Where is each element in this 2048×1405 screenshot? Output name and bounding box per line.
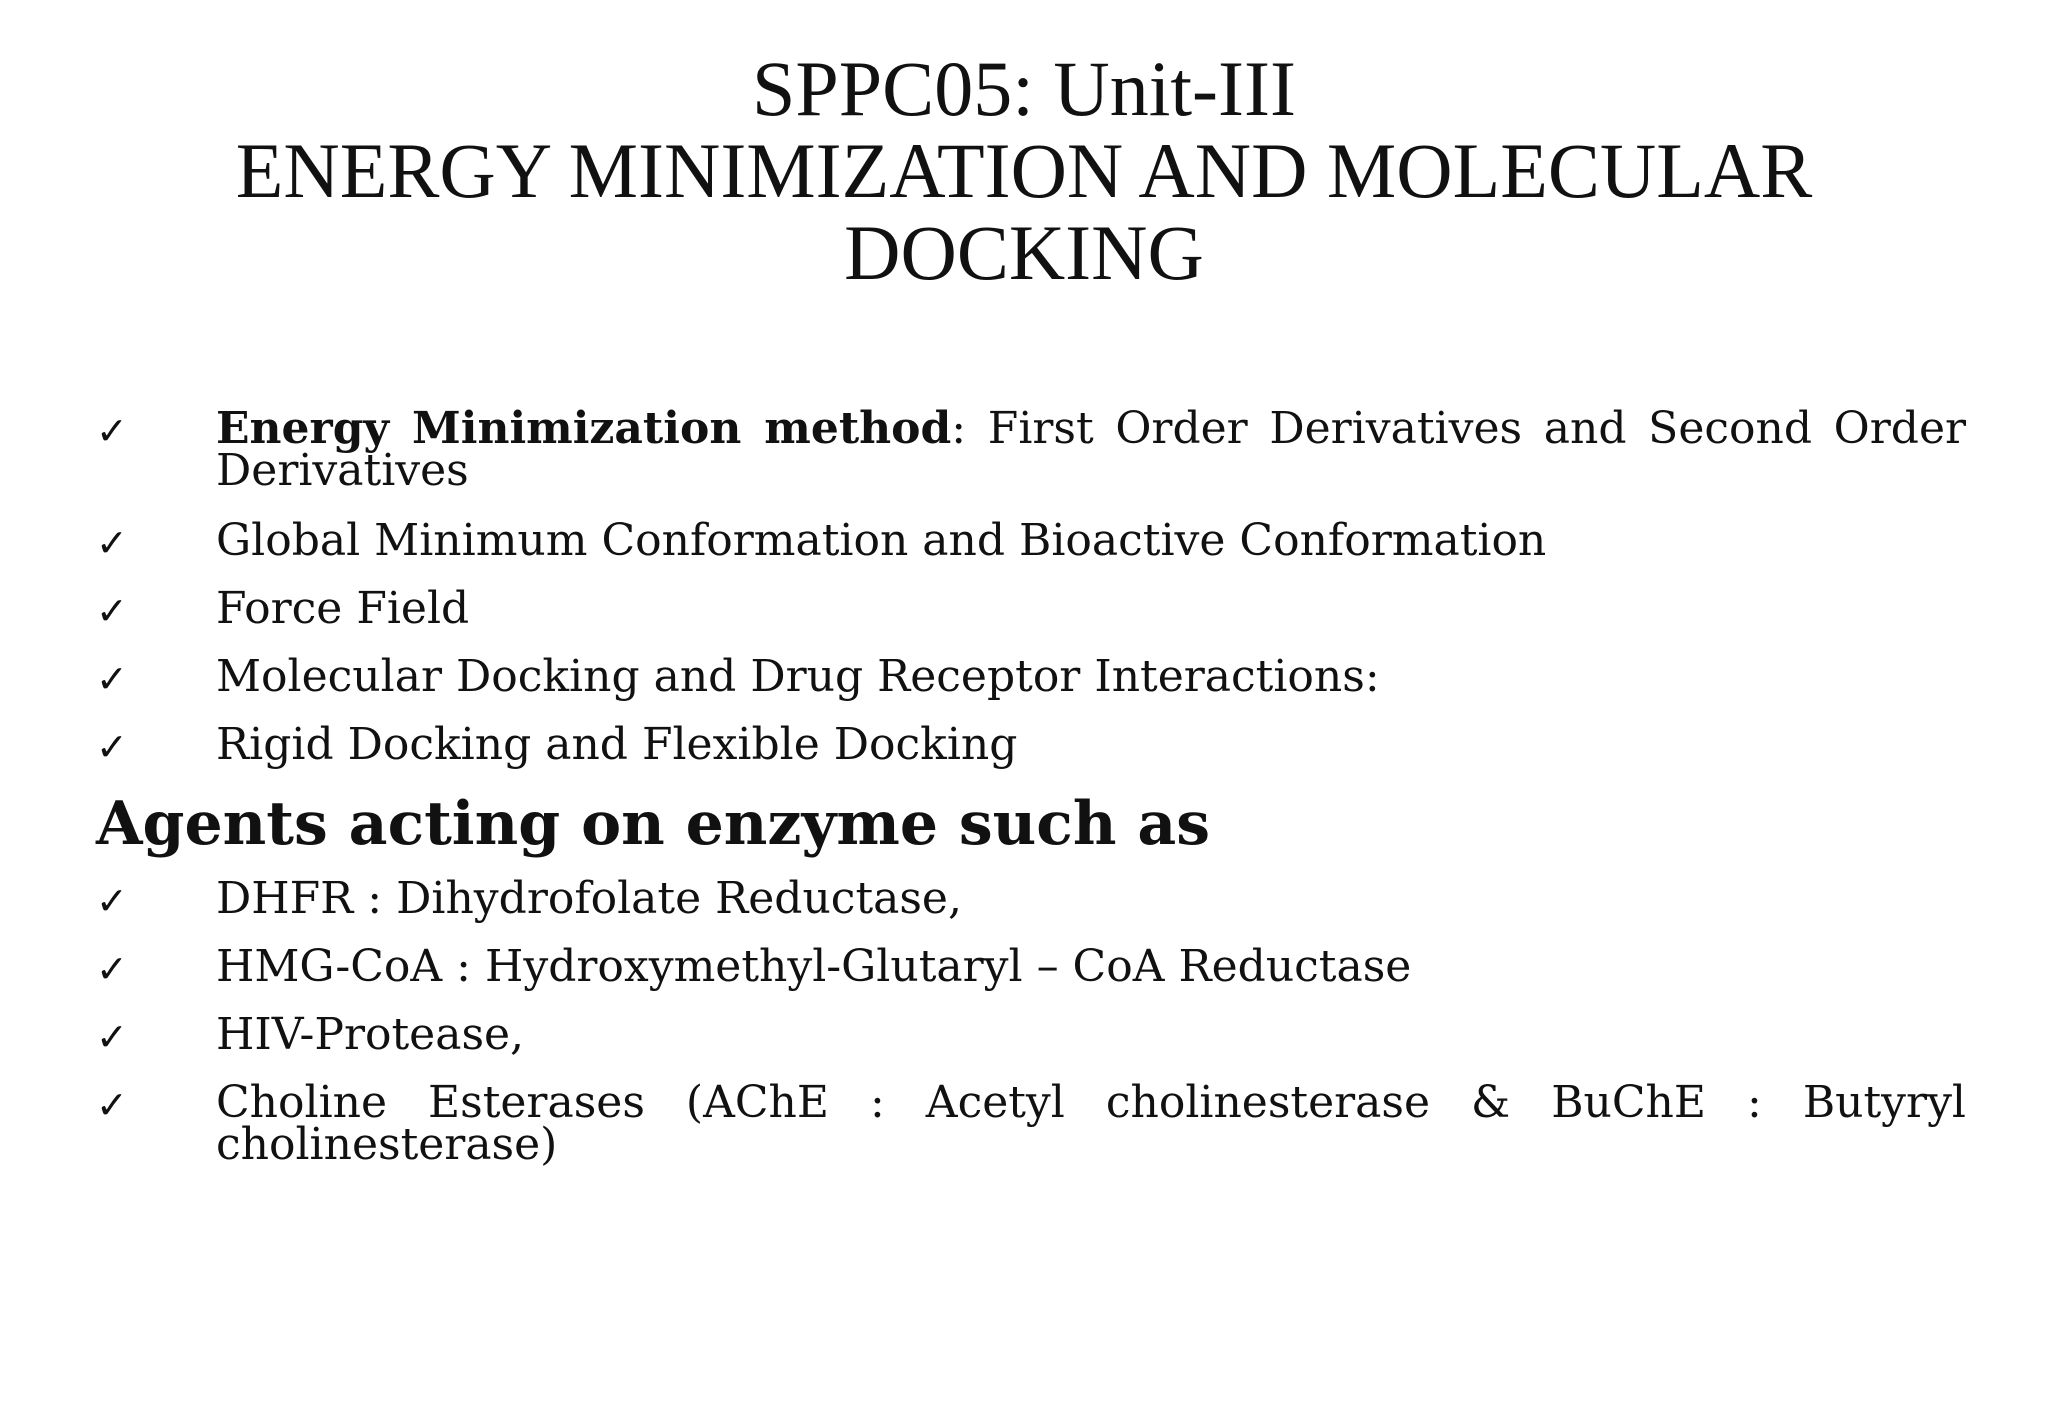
agent-item-text: HIV-Protease, bbox=[216, 1009, 525, 1060]
checkmark-icon: ✓ bbox=[96, 1083, 128, 1127]
agent-item-text: HMG-CoA : Hydroxymethyl-Glutaryl – CoA Reductase bbox=[216, 941, 1412, 992]
agent-item bbox=[96, 1077, 1966, 1170]
slide-content bbox=[96, 403, 1967, 1192]
topic-item bbox=[96, 515, 1966, 566]
topic-item bbox=[96, 719, 1966, 770]
agent-item-text: Choline Esterases (AChE : Acetyl cholinesterase & BuChE : Butyryl cholinesterase) bbox=[216, 1077, 1966, 1170]
topic-item bbox=[96, 583, 1966, 634]
topic-item-bold: Energy Minimization method bbox=[216, 403, 952, 454]
checkmark-icon: ✓ bbox=[96, 657, 128, 701]
agent-item bbox=[96, 941, 1966, 992]
title-line-unit: SPPC05: Unit-III bbox=[752, 45, 1296, 132]
checkmark-icon: ✓ bbox=[96, 409, 128, 453]
checkmark-icon: ✓ bbox=[96, 725, 128, 769]
slide-title bbox=[0, 45, 2048, 296]
topic-item bbox=[96, 403, 1967, 496]
section-heading: Agents acting on enzyme such as bbox=[96, 789, 1210, 859]
topic-item-text: : First Order Derivatives and Second Order Derivatives bbox=[216, 403, 1967, 496]
checkmark-icon: ✓ bbox=[96, 947, 128, 991]
agent-item bbox=[96, 873, 1966, 924]
checkmark-icon: ✓ bbox=[96, 521, 128, 565]
agent-item bbox=[96, 1009, 1966, 1060]
title-line-topic-cont: DOCKING bbox=[844, 209, 1204, 296]
title-line-topic: ENERGY MINIMIZATION AND MOLECULAR bbox=[235, 127, 1813, 214]
agent-item-text: DHFR : Dihydrofolate Reductase, bbox=[216, 873, 962, 924]
checkmark-icon: ✓ bbox=[96, 1015, 128, 1059]
topic-item bbox=[96, 651, 1966, 702]
topic-item-text: Force Field bbox=[216, 583, 470, 634]
topic-item-text: Molecular Docking and Drug Receptor Interactions: bbox=[216, 651, 1380, 702]
topic-item-text: Global Minimum Conformation and Bioactive Conformation bbox=[216, 515, 1547, 566]
topic-item-text: Rigid Docking and Flexible Docking bbox=[216, 719, 1018, 770]
checkmark-icon: ✓ bbox=[96, 879, 128, 923]
checkmark-icon: ✓ bbox=[96, 589, 128, 633]
